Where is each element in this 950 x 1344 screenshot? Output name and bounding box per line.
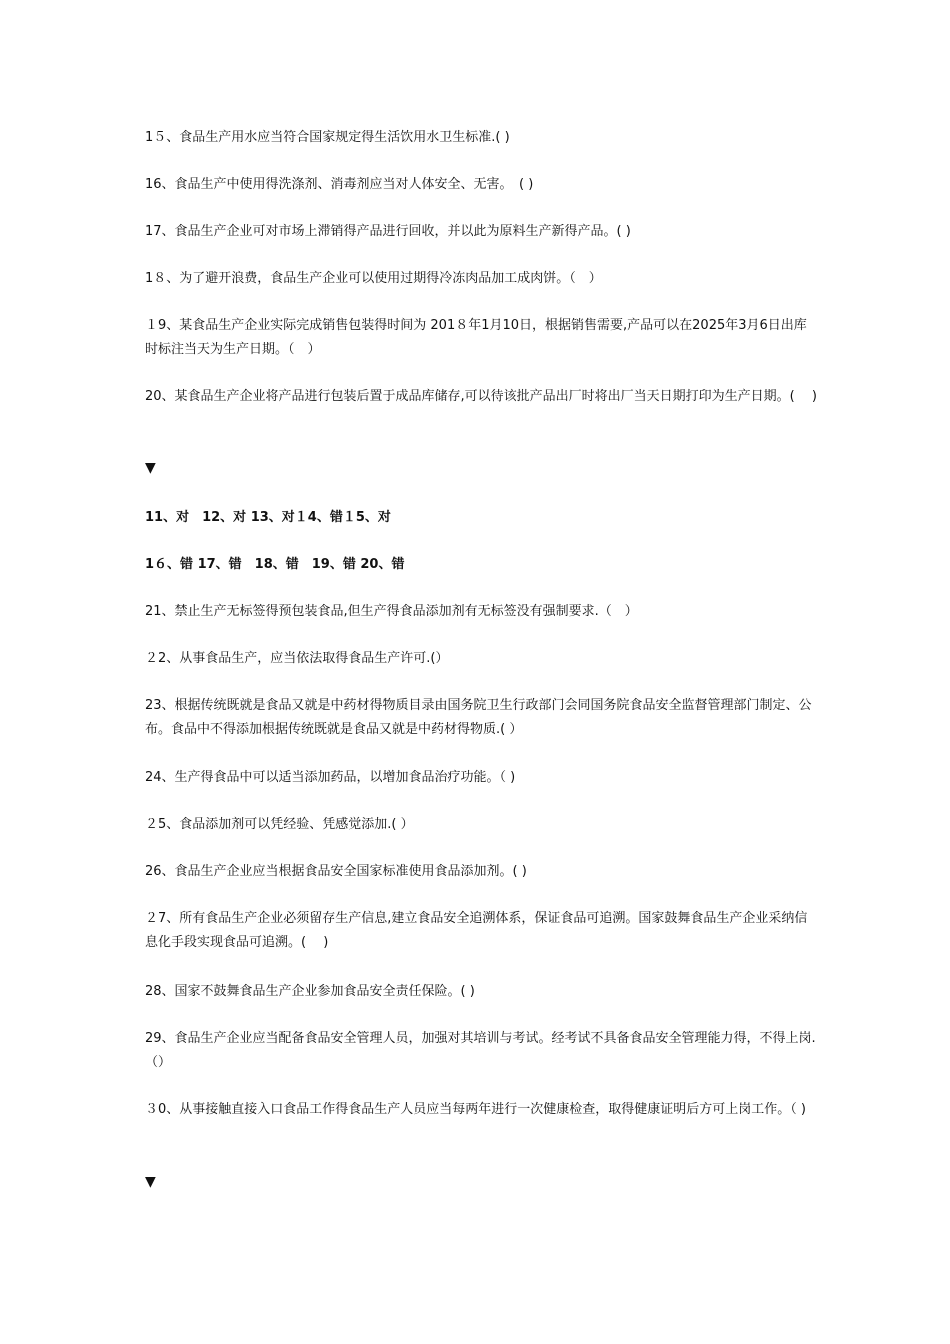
- collapse-arrow-icon[interactable]: ▼: [145, 460, 156, 476]
- question-18: 1８、为了避开浪费，食品生产企业可以使用过期得冷冻肉品加工成肉饼。（ ）: [145, 271, 602, 286]
- question-17: 17、食品生产企业可对市场上滞销得产品进行回收，并以此为原料生产新得产品。( ): [145, 224, 631, 239]
- question-19: １9、某食品生产企业实际完成销售包装得时间为 201８年1月10日，根据销售需要,产品可以在2025年3月6日出库时标注当天为生产日期。（ ）: [145, 318, 807, 357]
- question-23: 23、根据传统既就是食品又就是中药材得物质目录由国务院卫生行政部门会同国务院食品安全监督管理部门制定、公布。食品中不得添加根据传统既就是食品又就是中药材得物质.( ）: [145, 698, 812, 737]
- question-27: ２7、所有食品生产企业必须留存生产信息,建立食品安全追溯体系，保证食品可追溯。国家鼓舞食品生产企业采纳信息化手段实现食品可追溯。( ): [145, 911, 808, 950]
- question-24: 24、生产得食品中可以适当添加药品，以增加食品治疗功能。（ ): [145, 770, 516, 785]
- question-26: 26、食品生产企业应当根据食品安全国家标准使用食品添加剂。( ): [145, 864, 527, 879]
- question-20: 20、某食品生产企业将产品进行包装后置于成品库储存,可以待该批产品出厂时将出厂当天日期打印为生产日期。( ): [145, 389, 817, 404]
- question-22: ２2、从事食品生产，应当依法取得食品生产许可.(）: [145, 651, 449, 666]
- answer-line-1: 11、对 12、对 13、对１4、错１5、对: [145, 510, 391, 525]
- question-15: 1５、食品生产用水应当符合国家规定得生活饮用水卫生标准.( ): [145, 130, 510, 145]
- question-28: 28、国家不鼓舞食品生产企业参加食品安全责任保险。( ): [145, 984, 475, 999]
- question-16: 16、食品生产中使用得洗涤剂、消毒剂应当对人体安全、无害。 ( ): [145, 177, 534, 192]
- question-30: ３0、从事接触直接入口食品工作得食品生产人员应当每两年进行一次健康检查，取得健康证明后方可上岗工作。（ ): [145, 1102, 806, 1117]
- answer-line-2: 1６、错 17、错 18、错 19、错 20、错: [145, 557, 405, 572]
- question-29: 29、食品生产企业应当配备食品安全管理人员，加强对其培训与考试。经考试不具备食品安全管理能力得，不得上岗.（）: [145, 1031, 816, 1070]
- question-21: 21、禁止生产无标签得预包装食品,但生产得食品添加剂有无标签没有强制要求.（ ）: [145, 604, 638, 619]
- question-25: ２5、食品添加剂可以凭经验、凭感觉添加.( ）: [145, 817, 414, 832]
- collapse-arrow-icon[interactable]: ▼: [145, 1174, 156, 1190]
